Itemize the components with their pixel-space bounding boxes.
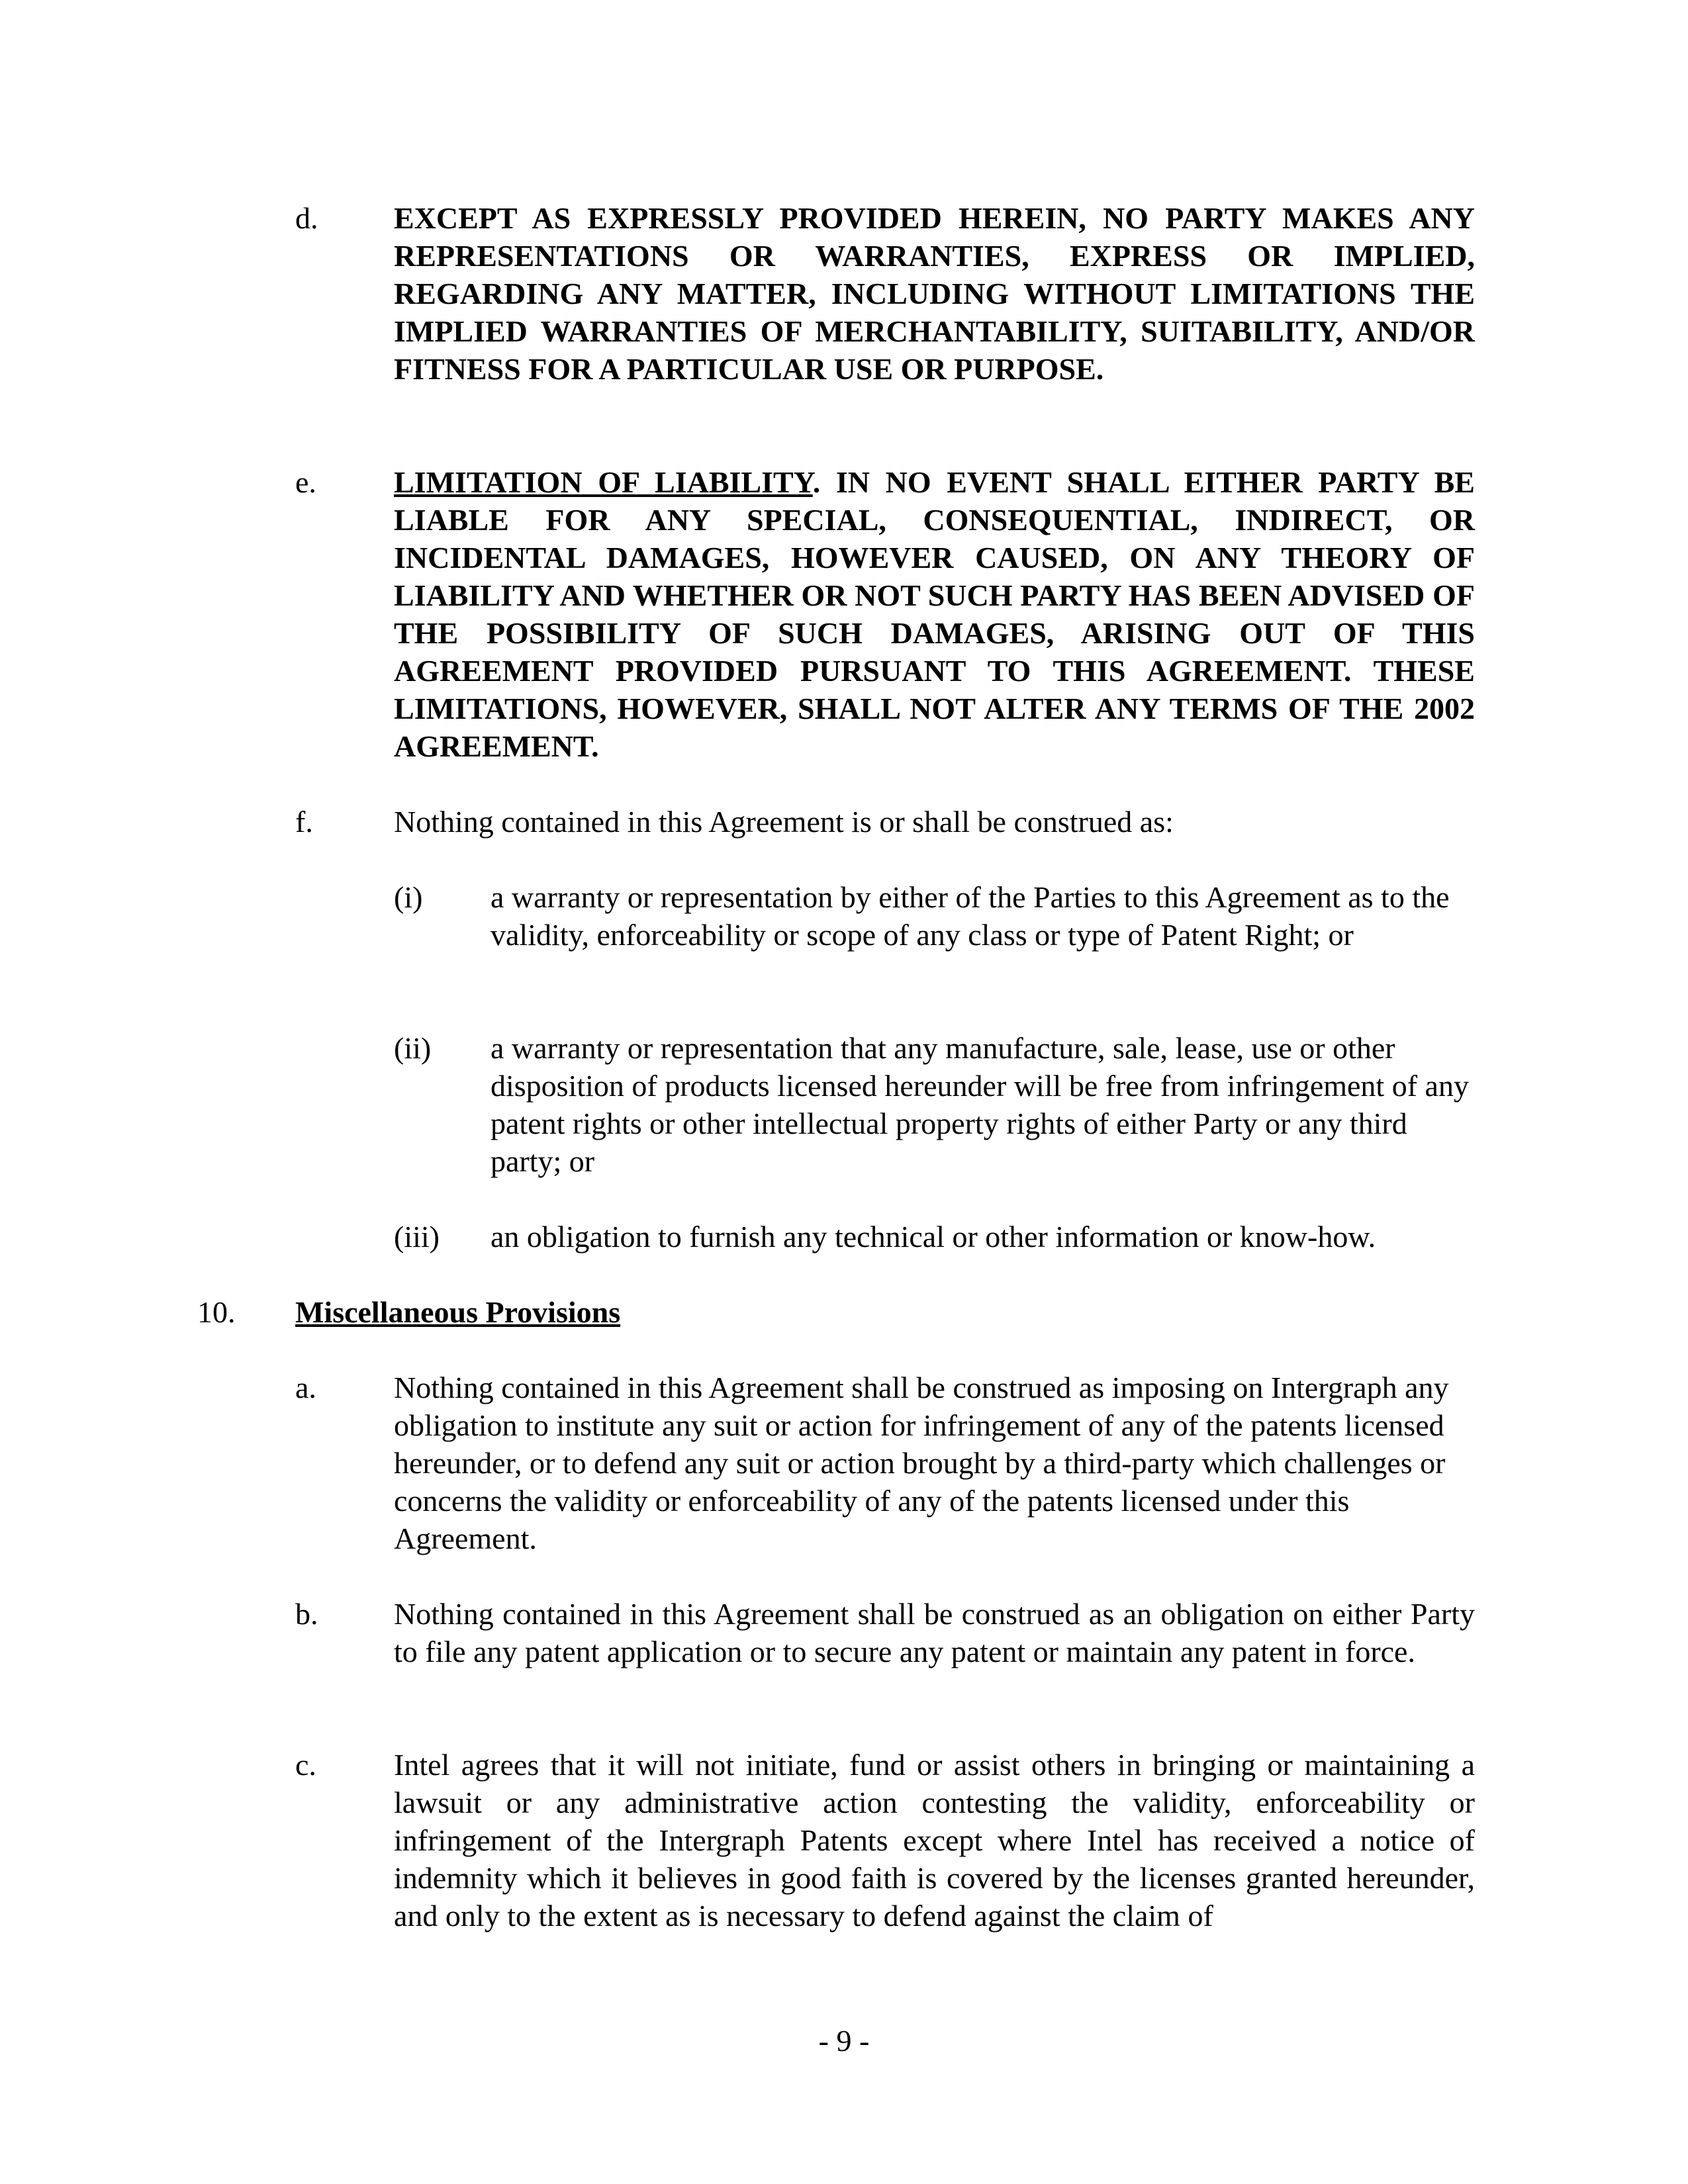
clause-b-text: Nothing contained in this Agreement shall be construed as an obligation on either Party to file any patent application or to secure any patent or maintain any patent in force.: [394, 1597, 1475, 1668]
clause-e-paragraph: [394, 463, 1475, 765]
clause-d-label: d.: [295, 201, 318, 235]
clause-c-text: Intel agrees that it will not initiate, fund or assist others in bringing or maintaining a lawsuit or any administrative action contesting the validity, enforceability or infringement of the Intergraph Patents except where Intel has received a notice of indemnity which it believes in good faith is covered by the licenses granted hereunder, and only to the extent as is necessary to defend against the claim of: [394, 1748, 1475, 1933]
clause-f-item-i-label: (i): [394, 880, 423, 914]
clause-f-item-ii-label: (ii): [394, 1031, 432, 1065]
clause-e-label: e.: [295, 465, 316, 499]
clause-e-heading: LIMITATION OF LIABILITY: [394, 465, 813, 499]
clause-f-item-iii-label: (iii): [394, 1220, 440, 1253]
clause-b-label: b.: [295, 1597, 318, 1631]
clause-c-label: c.: [295, 1748, 316, 1782]
clause-f-text: Nothing contained in this Agreement is or shall be construed as:: [394, 805, 1174, 839]
clause-f-item-ii-text: a warranty or representation that any manufacture, sale, lease, use or other disposition of products licensed hereunder will be free from infringement of any patent rights or other intellectual property rights of either Party or any third party; or: [491, 1031, 1469, 1178]
clause-f-item-i-text: a warranty or representation by either of the Parties to this Agreement as to the validity, enforceability or scope of any class or type of Patent Right; or: [491, 880, 1450, 952]
clause-e-text: . IN NO EVENT SHALL EITHER PARTY BE LIABLE FOR ANY SPECIAL, CONSEQUENTIAL, INDIRECT, OR INCIDENTAL DAMAGES, HOWEVER CAUSED, ON ANY THEORY OF LIABILITY AND WHETHER OR NOT SUCH PARTY HAS BEEN ADVISED OF THE POSSIBILITY OF SUCH DAMAGES, ARISING OUT OF THIS AGREEMENT PROVIDED PURSUANT TO THIS AGREEMENT. THESE LIMITATIONS, HOWEVER, SHALL NOT ALTER ANY TERMS OF THE 2002 AGREEMENT.: [394, 465, 1475, 763]
page-number: - 9 -: [818, 2024, 870, 2058]
clause-f-label: f.: [295, 805, 313, 839]
section-10-title: Miscellaneous Provisions: [295, 1295, 621, 1329]
clause-a-label: a.: [295, 1371, 316, 1404]
section-10-number: 10.: [197, 1295, 236, 1329]
clause-a-text: Nothing contained in this Agreement shall be construed as imposing on Intergraph any obligation to institute any suit or action for infringement of any of the patents licensed hereunder, or to defend any suit or action brought by a third-party which challenges or concerns the validity or enforceability of any of the patents licensed under this Agreement.: [394, 1371, 1449, 1555]
clause-d-text: EXCEPT AS EXPRESSLY PROVIDED HEREIN, NO PARTY MAKES ANY REPRESENTATIONS OR WARRANTIES, EXPRESS OR IMPLIED, REGARDING ANY MATTER, INCLUDING WITHOUT LIMITATIONS THE IMPLIED WARRANTIES OF MERCHANTABILITY, SUITABILITY, AND/OR FITNESS FOR A PARTICULAR USE OR PURPOSE.: [394, 201, 1475, 386]
clause-f-item-iii-text: an obligation to furnish any technical or other information or know-how.: [491, 1220, 1376, 1253]
